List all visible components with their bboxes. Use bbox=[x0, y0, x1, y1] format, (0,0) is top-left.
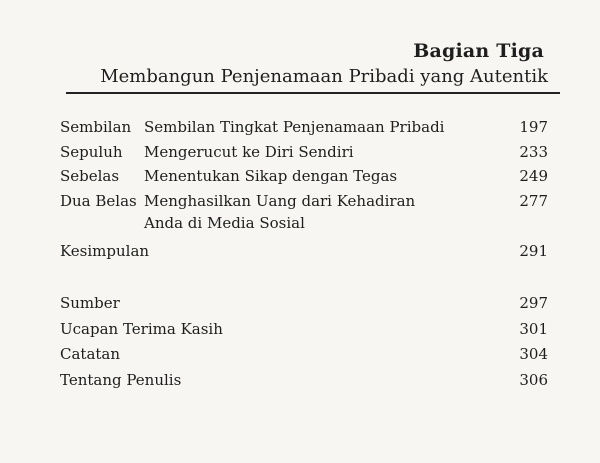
page-number: 301 bbox=[519, 320, 548, 338]
page-number: 306 bbox=[519, 371, 548, 389]
toc-entry-tentang-penulis bbox=[60, 369, 548, 391]
page-number: 197 bbox=[519, 118, 548, 136]
section-title: Ucapan Terima Kasih bbox=[60, 320, 223, 338]
toc-entry-sumber bbox=[60, 292, 548, 314]
section-title: Tentang Penulis bbox=[60, 371, 182, 389]
toc-entry-chapter-10 bbox=[60, 141, 548, 163]
part-title: Membangun Penjenamaan Pribadi yang Autentik bbox=[100, 66, 548, 87]
header-divider bbox=[66, 92, 560, 94]
page-number: 304 bbox=[519, 345, 548, 363]
toc-entry-chapter-9 bbox=[60, 116, 548, 138]
section-title: Kesimpulan bbox=[60, 242, 150, 260]
chapter-number: Sepuluh bbox=[60, 143, 123, 161]
page-number: 291 bbox=[519, 242, 548, 260]
chapter-number: Dua Belas bbox=[60, 192, 137, 210]
chapter-number: Sebelas bbox=[60, 167, 120, 185]
chapter-title: Menghasilkan Uang dari Kehadiran Anda di Media Sosial bbox=[144, 192, 416, 232]
section-title: Sumber bbox=[60, 294, 120, 312]
chapter-number: Sembilan bbox=[60, 118, 132, 136]
chapter-title: Mengerucut ke Diri Sendiri bbox=[144, 143, 354, 161]
toc-entry-chapter-11 bbox=[60, 165, 548, 187]
part-label: Bagian Tiga bbox=[413, 40, 544, 62]
page-number: 277 bbox=[519, 192, 548, 210]
page-number: 233 bbox=[519, 143, 548, 161]
toc-entry-chapter-12 bbox=[60, 190, 548, 234]
page-number: 297 bbox=[519, 294, 548, 312]
chapter-title: Menentukan Sikap dengan Tegas bbox=[144, 167, 398, 185]
toc-entry-ucapan-terima-kasih bbox=[60, 318, 548, 340]
section-title: Catatan bbox=[60, 345, 121, 363]
chapter-title: Sembilan Tingkat Penjenamaan Pribadi bbox=[144, 118, 445, 136]
toc-entry-kesimpulan bbox=[60, 240, 548, 262]
page-number: 249 bbox=[519, 167, 548, 185]
toc-entry-catatan bbox=[60, 343, 548, 365]
